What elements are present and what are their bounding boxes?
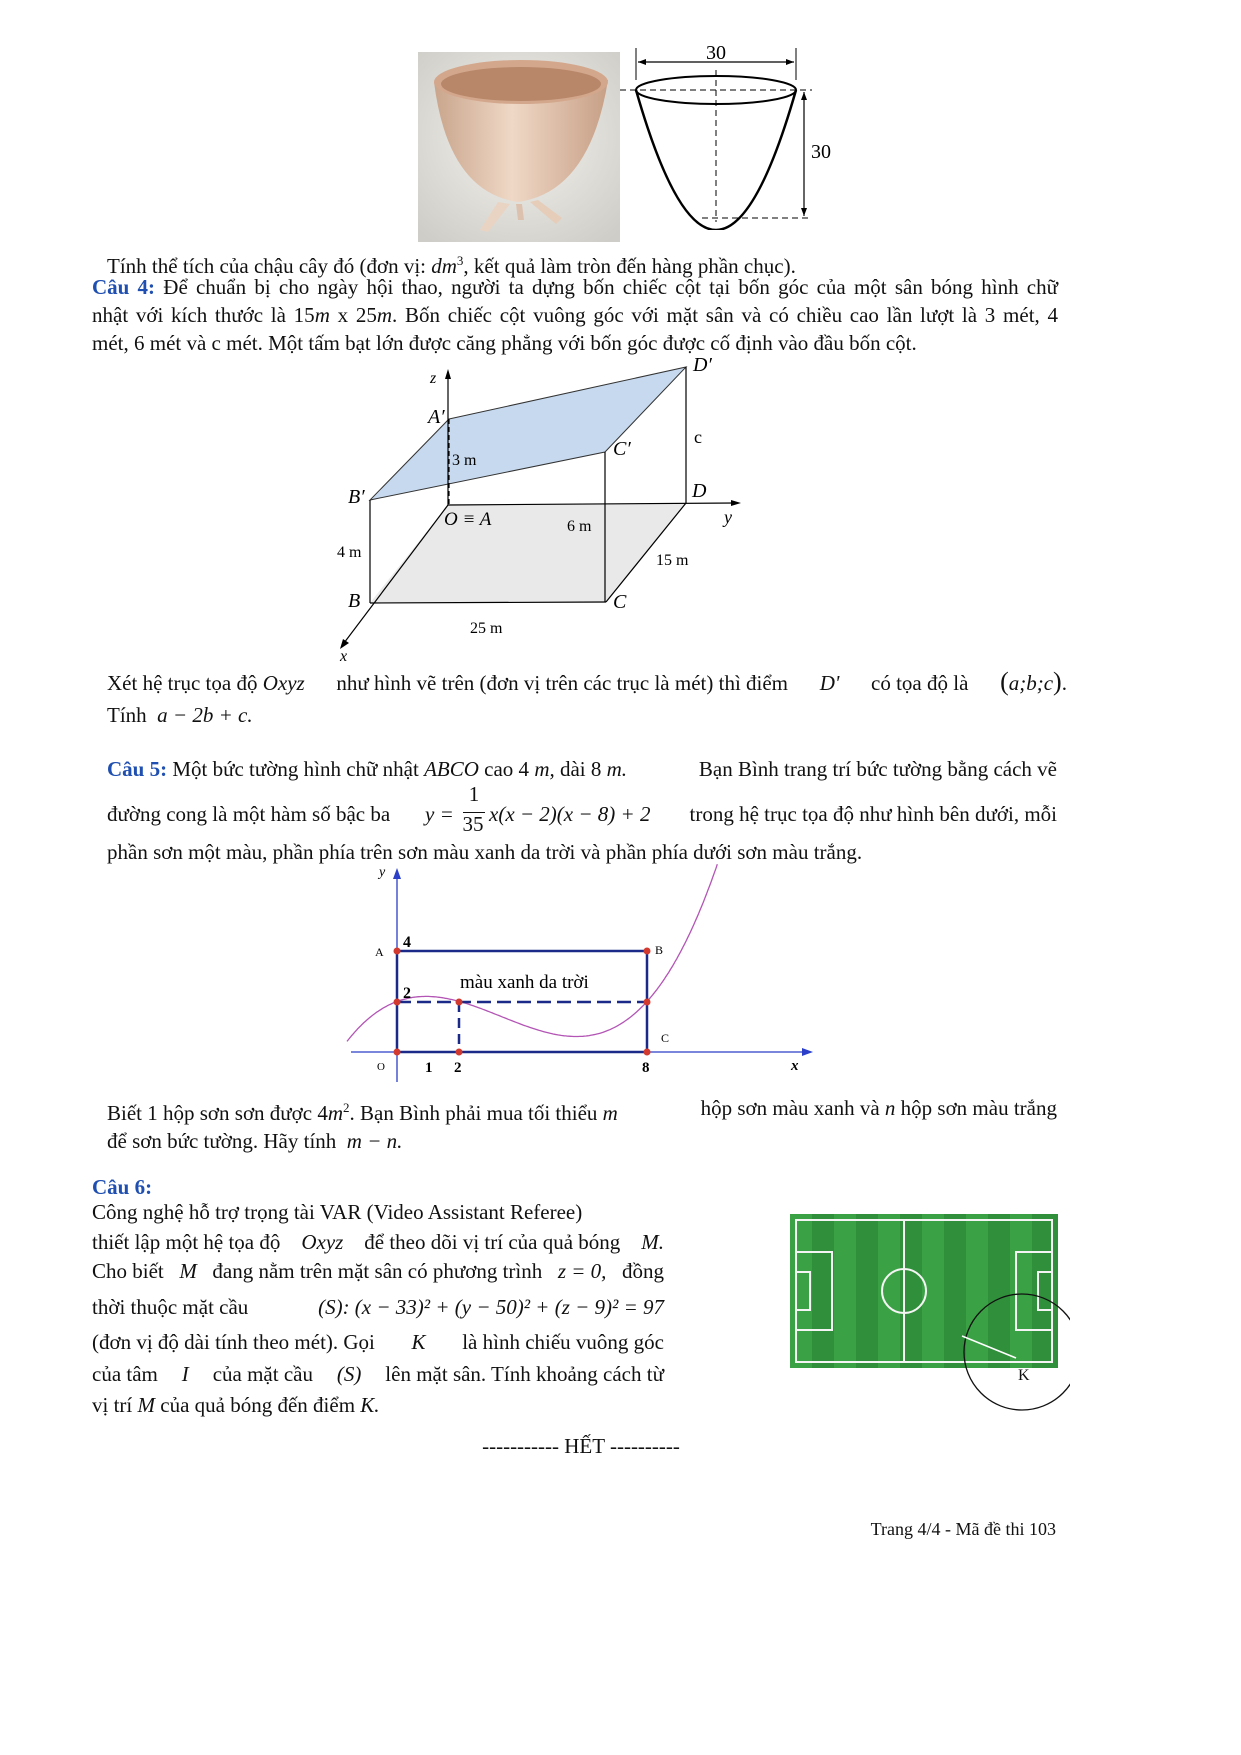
q4-axis-x: x bbox=[340, 648, 348, 665]
q4-label-cc: C bbox=[613, 591, 627, 613]
q5-line1: Câu 5: Một bức tường hình chữ nhật ABCO cao 4 m, dài 8 m. Bạn Bình trang trí bức tường bằng cách vẽ bbox=[107, 757, 1057, 781]
q4-label-oa: O ≡ A bbox=[444, 509, 492, 530]
q4-label-b: B bbox=[348, 590, 361, 612]
q5-label-c: C bbox=[661, 1031, 670, 1045]
q5-region-label: màu xanh da trời bbox=[460, 972, 589, 993]
q4-label-cp: C′ bbox=[613, 438, 631, 460]
q5-tick-4: 4 bbox=[403, 934, 411, 951]
q5-line2: đường cong là một hàm số bậc ba y = 1 35 x(x − 2)(x − 8) + 2 trong hệ trục tọa độ như hình bên dưới, mỗi bbox=[107, 782, 1057, 836]
q6-text: Công nghệ hỗ trợ trọng tài VAR (Video Assistant Referee) thiết lập một hệ tọa độ Oxyz để theo dõi vị trí của quả bóng M. Cho biết M đang nằm trên mặt sân có phương trình z = 0, đồng thời thuộc mặt cầu (S): (x − 33)² + (y − 50)² + (z − 9)² = 97 (đơn vị độ dài tính theo mét). Gọi K là hình chiếu vuông góc của tâm I của mặt cầu (S) lên mặt sân. Tính khoảng cách từ vị trí M của quả bóng đến điểm K. bbox=[92, 1200, 664, 1417]
pot-diagram bbox=[612, 40, 852, 230]
q5-label-o: O bbox=[377, 1061, 385, 1073]
q4-label-bp: B′ bbox=[348, 486, 365, 508]
q6-label: Câu 6: bbox=[92, 1175, 153, 1199]
q5-label-b: B bbox=[655, 943, 664, 957]
q5-axis-x: x bbox=[791, 1058, 799, 1074]
q4-figure bbox=[330, 355, 770, 665]
q4-label-d: D bbox=[692, 480, 707, 502]
q4-label-dp: D′ bbox=[693, 355, 712, 376]
q5-label: Câu 5: bbox=[107, 757, 168, 781]
q4-intro: Câu 4: Để chuẩn bị cho ngày hội thao, người ta dựng bốn chiếc cột tại bốn góc của một sân bóng hình chữ nhật với kích thước là 15m x 25m. Bốn chiếc cột vuông góc với mặt sân và có chiều cao lần lượt là 3 mét, 4 mét, 6 mét và c mét. Một tấm bạt lớn được căng phẳng với bốn góc được cố định vào đầu bốn cột. bbox=[92, 275, 1059, 355]
q5-label-a: A bbox=[375, 945, 384, 959]
q5-ask: Biết 1 hộp sơn sơn được $4m^2$. Bạn Bình phải mua tối thiểu m hộp sơn màu xanh và n hộp sơn màu trắng để sơn bức tường. Hãy tính m − n. bbox=[107, 1096, 1057, 1153]
q4-label-4m: 4 m bbox=[337, 544, 362, 561]
q4-label-3m: 3 m bbox=[452, 452, 477, 469]
q5-line3: phần sơn một màu, phần phía trên sơn màu xanh da trời và phần phía dưới sơn màu trắng. bbox=[107, 840, 863, 864]
pot-question: Tính thể tích của chậu cây đó (đơn vị: $dm^3$, kết quả làm tròn đến hàng phần chục). bbox=[107, 253, 796, 278]
q5-tick-2: 2 bbox=[403, 985, 411, 1002]
q5-tick-x1: 1 bbox=[425, 1060, 433, 1076]
pot-dim-side: 30 bbox=[811, 141, 831, 163]
q5-tick-x8: 8 bbox=[642, 1060, 650, 1076]
pot-dim-top: 30 bbox=[706, 42, 726, 64]
q4-label-25m: 25 m bbox=[470, 620, 503, 637]
q4-label-6m: 6 m bbox=[567, 518, 592, 535]
q4-label: Câu 4: bbox=[92, 275, 156, 299]
q5-tick-x2: 2 bbox=[454, 1060, 462, 1076]
q4-axis-y: y bbox=[724, 507, 732, 527]
q6-label-k: K bbox=[1018, 1367, 1030, 1384]
q4-axis-z: z bbox=[430, 370, 437, 387]
q5-axis-y: y bbox=[379, 865, 386, 880]
q6-field-figure bbox=[786, 1212, 1070, 1412]
q4-label-ap: A′ bbox=[428, 406, 445, 428]
q4-label-15m: 15 m bbox=[656, 552, 689, 569]
end-marker: ----------- HẾT ---------- bbox=[482, 1434, 680, 1458]
q4-label-c: c bbox=[694, 427, 702, 447]
q5-figure bbox=[345, 862, 820, 1082]
pot-photo bbox=[418, 52, 620, 242]
page-footer: Trang 4/4 - Mã đề thi 103 bbox=[870, 1519, 1056, 1539]
q4-ask: Xét hệ trục tọa độ Oxyz như hình vẽ trên (đơn vị trên các trục là mét) thì điểm D' có tọa độ là (a;b;c). Tính a − 2b + c. bbox=[107, 667, 1067, 727]
